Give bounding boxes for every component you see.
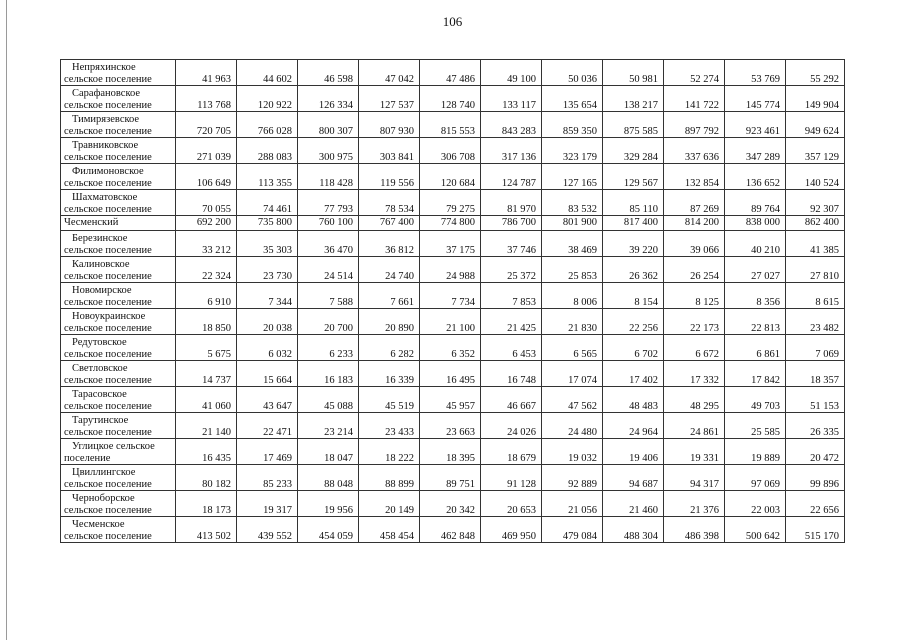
value-cell: 862 400	[786, 216, 845, 231]
value-cell: 807 930	[359, 112, 420, 138]
value-cell: 47 486	[420, 60, 481, 86]
value-cell: 20 149	[359, 491, 420, 517]
settlement-name-line: поселение	[64, 452, 111, 464]
value-cell: 24 988	[420, 257, 481, 283]
value-cell: 51 153	[786, 387, 845, 413]
value-cell: 77 793	[298, 190, 359, 216]
value-cell: 22 324	[176, 257, 237, 283]
value-cell: 41 060	[176, 387, 237, 413]
value-cell: 25 853	[542, 257, 603, 283]
value-cell: 23 214	[298, 413, 359, 439]
value-cell: 15 664	[237, 361, 298, 387]
table-row	[61, 491, 845, 517]
settlement-name-line: Непряхинское	[72, 62, 136, 74]
value-cell: 37 746	[481, 231, 542, 257]
settlement-name-line: Березинское	[72, 233, 128, 245]
value-cell: 5 675	[176, 335, 237, 361]
table-row	[61, 86, 845, 112]
value-cell: 22 003	[725, 491, 786, 517]
settlement-name-line: сельское поселение	[64, 400, 152, 412]
value-cell: 48 295	[664, 387, 725, 413]
value-cell: 897 792	[664, 112, 725, 138]
settlement-name-cell	[61, 60, 176, 86]
value-cell: 24 480	[542, 413, 603, 439]
value-cell: 46 598	[298, 60, 359, 86]
value-cell: 413 502	[176, 517, 237, 543]
settlement-name-cell	[61, 309, 176, 335]
settlement-name-cell	[61, 491, 176, 517]
value-cell: 454 059	[298, 517, 359, 543]
value-cell: 118 428	[298, 164, 359, 190]
settlement-name-line: Тарутинское	[72, 415, 129, 427]
value-cell: 838 000	[725, 216, 786, 231]
value-cell: 45 957	[420, 387, 481, 413]
value-cell: 20 342	[420, 491, 481, 517]
value-cell: 22 656	[786, 491, 845, 517]
value-cell: 43 647	[237, 387, 298, 413]
settlement-name-line: сельское поселение	[64, 270, 152, 282]
value-cell: 88 899	[359, 465, 420, 491]
settlement-name-line: сельское поселение	[64, 426, 152, 438]
value-cell: 124 787	[481, 164, 542, 190]
value-cell: 21 100	[420, 309, 481, 335]
value-cell: 41 963	[176, 60, 237, 86]
table-row	[61, 309, 845, 335]
value-cell: 129 567	[603, 164, 664, 190]
settlement-name-cell	[61, 138, 176, 164]
value-cell: 39 220	[603, 231, 664, 257]
value-cell: 136 652	[725, 164, 786, 190]
settlement-name-cell	[61, 86, 176, 112]
value-cell: 127 537	[359, 86, 420, 112]
value-cell: 113 355	[237, 164, 298, 190]
table-row	[61, 517, 845, 543]
value-cell: 323 179	[542, 138, 603, 164]
value-cell: 135 654	[542, 86, 603, 112]
table-row	[61, 387, 845, 413]
settlement-name-line: Новоукраинское	[72, 311, 146, 323]
settlement-name-cell	[61, 112, 176, 138]
value-cell: 949 624	[786, 112, 845, 138]
value-cell: 27 810	[786, 257, 845, 283]
value-cell: 6 352	[420, 335, 481, 361]
value-cell: 20 653	[481, 491, 542, 517]
settlement-name-cell	[61, 439, 176, 465]
value-cell: 23 663	[420, 413, 481, 439]
settlement-name-line: Светловское	[72, 363, 128, 375]
value-cell: 7 344	[237, 283, 298, 309]
table-row	[61, 465, 845, 491]
value-cell: 6 861	[725, 335, 786, 361]
value-cell: 94 317	[664, 465, 725, 491]
value-cell: 97 069	[725, 465, 786, 491]
value-cell: 26 254	[664, 257, 725, 283]
value-cell: 55 292	[786, 60, 845, 86]
value-cell: 87 269	[664, 190, 725, 216]
value-cell: 6 453	[481, 335, 542, 361]
value-cell: 271 039	[176, 138, 237, 164]
value-cell: 25 585	[725, 413, 786, 439]
value-cell: 24 964	[603, 413, 664, 439]
value-cell: 20 890	[359, 309, 420, 335]
value-cell: 138 217	[603, 86, 664, 112]
value-cell: 16 748	[481, 361, 542, 387]
table-row	[61, 112, 845, 138]
table-row	[61, 138, 845, 164]
value-cell: 120 922	[237, 86, 298, 112]
page-number: 106	[442, 14, 463, 29]
value-cell: 88 048	[298, 465, 359, 491]
value-cell: 300 975	[298, 138, 359, 164]
value-cell: 126 334	[298, 86, 359, 112]
value-cell: 20 038	[237, 309, 298, 335]
value-cell: 40 210	[725, 231, 786, 257]
value-cell: 8 356	[725, 283, 786, 309]
value-cell: 815 553	[420, 112, 481, 138]
value-cell: 17 074	[542, 361, 603, 387]
value-cell: 288 083	[237, 138, 298, 164]
value-cell: 24 026	[481, 413, 542, 439]
value-cell: 149 904	[786, 86, 845, 112]
value-cell: 18 679	[481, 439, 542, 465]
value-cell: 21 830	[542, 309, 603, 335]
value-cell: 37 175	[420, 231, 481, 257]
table-row	[61, 283, 845, 309]
value-cell: 24 740	[359, 257, 420, 283]
value-cell: 50 036	[542, 60, 603, 86]
settlement-name-line: сельское поселение	[64, 151, 152, 163]
value-cell: 92 889	[542, 465, 603, 491]
value-cell: 20 700	[298, 309, 359, 335]
settlement-name-cell	[61, 413, 176, 439]
value-cell: 16 435	[176, 439, 237, 465]
settlement-name-line: сельское поселение	[64, 125, 152, 137]
value-cell: 24 514	[298, 257, 359, 283]
settlement-name-line: сельское поселение	[64, 296, 152, 308]
settlement-name-line: сельское поселение	[64, 348, 152, 360]
value-cell: 18 173	[176, 491, 237, 517]
value-cell: 85 233	[237, 465, 298, 491]
value-cell: 19 032	[542, 439, 603, 465]
table-row	[61, 231, 845, 257]
value-cell: 89 751	[420, 465, 481, 491]
value-cell: 133 117	[481, 86, 542, 112]
value-cell: 486 398	[664, 517, 725, 543]
settlement-name-cell	[61, 283, 176, 309]
settlement-name-line: Филимоновское	[72, 166, 144, 178]
value-cell: 23 433	[359, 413, 420, 439]
settlement-name-line: Тимирязевское	[72, 114, 140, 126]
value-cell: 6 282	[359, 335, 420, 361]
value-cell: 859 350	[542, 112, 603, 138]
value-cell: 18 395	[420, 439, 481, 465]
settlement-name-line: сельское поселение	[64, 203, 152, 215]
value-cell: 49 703	[725, 387, 786, 413]
settlement-name-line: сельское поселение	[64, 177, 152, 189]
settlement-name-line: Чесменский	[64, 217, 119, 229]
value-cell: 127 165	[542, 164, 603, 190]
value-cell: 17 402	[603, 361, 664, 387]
table-row	[61, 216, 845, 231]
value-cell: 140 524	[786, 164, 845, 190]
value-cell: 306 708	[420, 138, 481, 164]
settlement-name-line: сельское поселение	[64, 99, 152, 111]
value-cell: 81 970	[481, 190, 542, 216]
table-row	[61, 361, 845, 387]
settlement-name-line: Новомирское	[72, 285, 132, 297]
value-cell: 19 889	[725, 439, 786, 465]
value-cell: 35 303	[237, 231, 298, 257]
settlement-name-line: Цвиллингское	[72, 467, 136, 479]
value-cell: 46 667	[481, 387, 542, 413]
value-cell: 89 764	[725, 190, 786, 216]
value-cell: 19 331	[664, 439, 725, 465]
settlement-name-cell	[61, 387, 176, 413]
value-cell: 39 066	[664, 231, 725, 257]
value-cell: 74 461	[237, 190, 298, 216]
table-row	[61, 335, 845, 361]
settlement-name-line: Углицкое сельское	[72, 441, 155, 453]
value-cell: 92 307	[786, 190, 845, 216]
value-cell: 21 056	[542, 491, 603, 517]
value-cell: 462 848	[420, 517, 481, 543]
settlement-name-line: сельское поселение	[64, 73, 152, 85]
value-cell: 7 588	[298, 283, 359, 309]
value-cell: 21 376	[664, 491, 725, 517]
value-cell: 119 556	[359, 164, 420, 190]
value-cell: 329 284	[603, 138, 664, 164]
value-cell: 800 307	[298, 112, 359, 138]
value-cell: 6 910	[176, 283, 237, 309]
value-cell: 500 642	[725, 517, 786, 543]
settlement-name-cell	[61, 361, 176, 387]
value-cell: 21 140	[176, 413, 237, 439]
settlement-name-line: сельское поселение	[64, 322, 152, 334]
table-row	[61, 164, 845, 190]
value-cell: 817 400	[603, 216, 664, 231]
settlement-name-cell	[61, 465, 176, 491]
value-cell: 17 332	[664, 361, 725, 387]
value-cell: 7 661	[359, 283, 420, 309]
value-cell: 99 896	[786, 465, 845, 491]
value-cell: 45 088	[298, 387, 359, 413]
value-cell: 801 900	[542, 216, 603, 231]
value-cell: 25 372	[481, 257, 542, 283]
value-cell: 720 705	[176, 112, 237, 138]
value-cell: 337 636	[664, 138, 725, 164]
value-cell: 774 800	[420, 216, 481, 231]
value-cell: 78 534	[359, 190, 420, 216]
settlement-name-line: Калиновское	[72, 259, 130, 271]
value-cell: 141 722	[664, 86, 725, 112]
value-cell: 515 170	[786, 517, 845, 543]
value-cell: 923 461	[725, 112, 786, 138]
value-cell: 94 687	[603, 465, 664, 491]
value-cell: 80 182	[176, 465, 237, 491]
value-cell: 47 042	[359, 60, 420, 86]
value-cell: 347 289	[725, 138, 786, 164]
value-cell: 36 470	[298, 231, 359, 257]
settlement-name-line: Тарасовское	[72, 389, 127, 401]
value-cell: 22 173	[664, 309, 725, 335]
value-cell: 692 200	[176, 216, 237, 231]
value-cell: 19 406	[603, 439, 664, 465]
settlement-name-line: сельское поселение	[64, 374, 152, 386]
table-row	[61, 190, 845, 216]
value-cell: 83 532	[542, 190, 603, 216]
value-cell: 128 740	[420, 86, 481, 112]
value-cell: 26 362	[603, 257, 664, 283]
settlement-name-cell	[61, 190, 176, 216]
value-cell: 17 842	[725, 361, 786, 387]
value-cell: 48 483	[603, 387, 664, 413]
page-margin-rule	[6, 0, 7, 640]
value-cell: 50 981	[603, 60, 664, 86]
value-cell: 21 460	[603, 491, 664, 517]
value-cell: 7 734	[420, 283, 481, 309]
value-cell: 49 100	[481, 60, 542, 86]
value-cell: 113 768	[176, 86, 237, 112]
settlement-name-cell	[61, 517, 176, 543]
value-cell: 16 495	[420, 361, 481, 387]
value-cell: 70 055	[176, 190, 237, 216]
value-cell: 6 702	[603, 335, 664, 361]
value-cell: 6 233	[298, 335, 359, 361]
settlement-name-line: сельское поселение	[64, 530, 152, 542]
value-cell: 760 100	[298, 216, 359, 231]
value-cell: 488 304	[603, 517, 664, 543]
value-cell: 8 006	[542, 283, 603, 309]
value-cell: 18 850	[176, 309, 237, 335]
settlement-name-cell	[61, 257, 176, 283]
value-cell: 18 357	[786, 361, 845, 387]
table-row	[61, 413, 845, 439]
value-cell: 767 400	[359, 216, 420, 231]
value-cell: 786 700	[481, 216, 542, 231]
value-cell: 36 812	[359, 231, 420, 257]
value-cell: 7 069	[786, 335, 845, 361]
value-cell: 843 283	[481, 112, 542, 138]
value-cell: 145 774	[725, 86, 786, 112]
value-cell: 91 128	[481, 465, 542, 491]
value-cell: 53 769	[725, 60, 786, 86]
value-cell: 26 335	[786, 413, 845, 439]
value-cell: 23 730	[237, 257, 298, 283]
value-cell: 357 129	[786, 138, 845, 164]
value-cell: 7 853	[481, 283, 542, 309]
value-cell: 38 469	[542, 231, 603, 257]
settlement-name-line: Редутовское	[72, 337, 127, 349]
value-cell: 44 602	[237, 60, 298, 86]
value-cell: 20 472	[786, 439, 845, 465]
population-table	[60, 59, 845, 543]
value-cell: 47 562	[542, 387, 603, 413]
table-row	[61, 439, 845, 465]
table-body	[61, 60, 845, 543]
value-cell: 16 183	[298, 361, 359, 387]
settlement-name-cell	[61, 216, 176, 231]
settlement-name-line: Черноборское	[72, 493, 135, 505]
table-row	[61, 60, 845, 86]
value-cell: 19 317	[237, 491, 298, 517]
value-cell: 16 339	[359, 361, 420, 387]
value-cell: 22 471	[237, 413, 298, 439]
value-cell: 317 136	[481, 138, 542, 164]
settlement-name-line: Шахматовское	[72, 192, 138, 204]
value-cell: 6 672	[664, 335, 725, 361]
value-cell: 22 813	[725, 309, 786, 335]
value-cell: 45 519	[359, 387, 420, 413]
value-cell: 735 800	[237, 216, 298, 231]
value-cell: 875 585	[603, 112, 664, 138]
value-cell: 17 469	[237, 439, 298, 465]
value-cell: 303 841	[359, 138, 420, 164]
settlement-name-line: Травниковское	[72, 140, 139, 152]
value-cell: 469 950	[481, 517, 542, 543]
value-cell: 14 737	[176, 361, 237, 387]
settlement-name-cell	[61, 231, 176, 257]
value-cell: 18 047	[298, 439, 359, 465]
settlement-name-line: Чесменское	[72, 519, 125, 531]
value-cell: 766 028	[237, 112, 298, 138]
value-cell: 814 200	[664, 216, 725, 231]
value-cell: 19 956	[298, 491, 359, 517]
value-cell: 18 222	[359, 439, 420, 465]
value-cell: 21 425	[481, 309, 542, 335]
value-cell: 120 684	[420, 164, 481, 190]
value-cell: 22 256	[603, 309, 664, 335]
value-cell: 33 212	[176, 231, 237, 257]
settlement-name-cell	[61, 335, 176, 361]
value-cell: 27 027	[725, 257, 786, 283]
value-cell: 479 084	[542, 517, 603, 543]
value-cell: 8 154	[603, 283, 664, 309]
value-cell: 6 565	[542, 335, 603, 361]
value-cell: 106 649	[176, 164, 237, 190]
value-cell: 24 861	[664, 413, 725, 439]
value-cell: 79 275	[420, 190, 481, 216]
value-cell: 132 854	[664, 164, 725, 190]
settlement-name-line: сельское поселение	[64, 244, 152, 256]
value-cell: 8 615	[786, 283, 845, 309]
table-row	[61, 257, 845, 283]
settlement-name-line: сельское поселение	[64, 504, 152, 516]
settlement-name-cell	[61, 164, 176, 190]
settlement-name-line: сельское поселение	[64, 478, 152, 490]
value-cell: 41 385	[786, 231, 845, 257]
value-cell: 458 454	[359, 517, 420, 543]
settlement-name-line: Сарафановское	[72, 88, 141, 100]
value-cell: 6 032	[237, 335, 298, 361]
value-cell: 439 552	[237, 517, 298, 543]
value-cell: 23 482	[786, 309, 845, 335]
value-cell: 85 110	[603, 190, 664, 216]
value-cell: 8 125	[664, 283, 725, 309]
value-cell: 52 274	[664, 60, 725, 86]
